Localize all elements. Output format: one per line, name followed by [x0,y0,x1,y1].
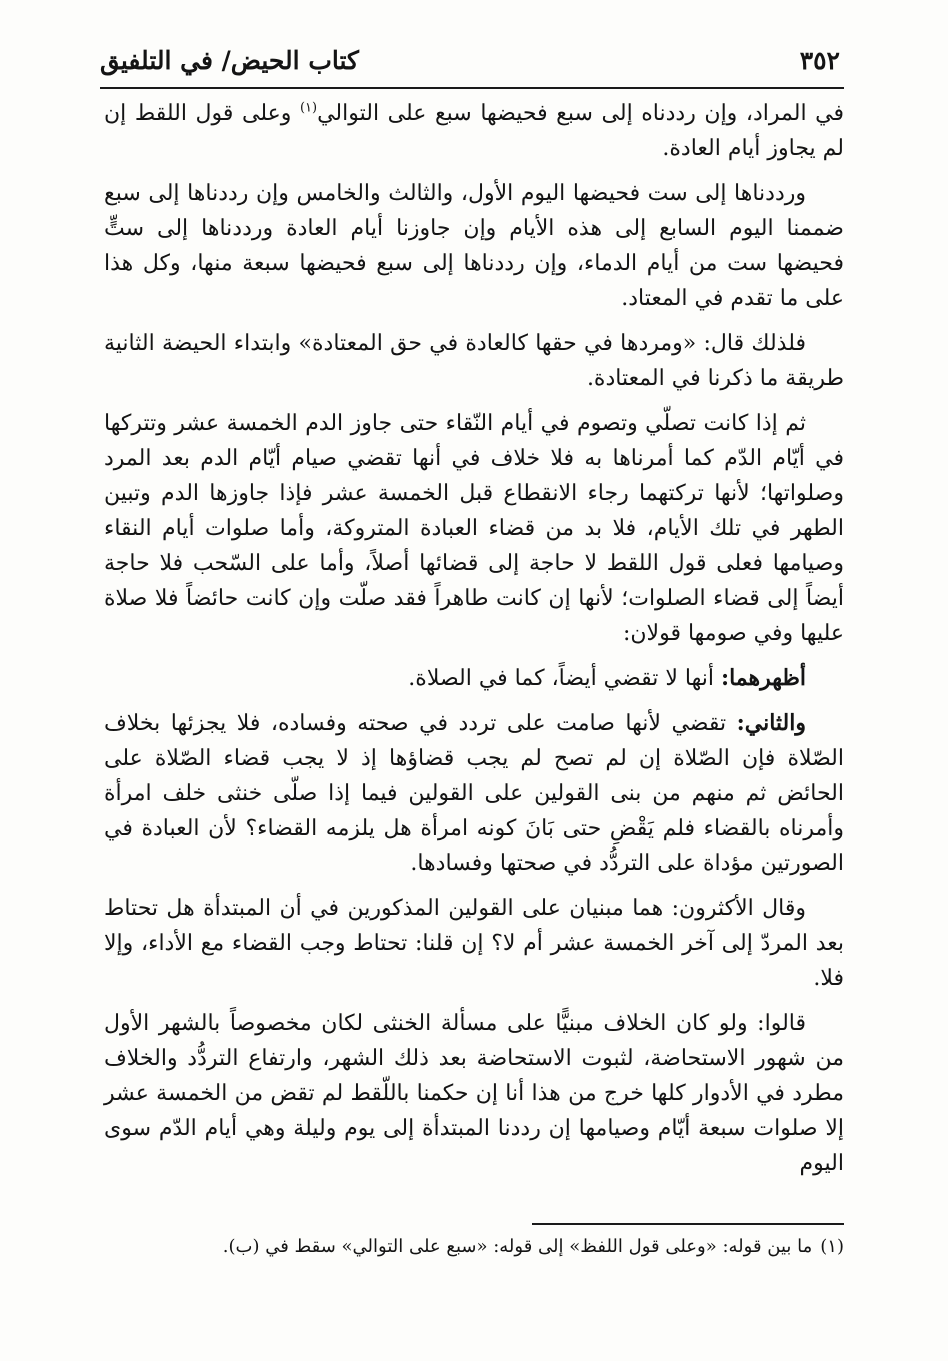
main-text [104,96,844,1191]
footnote [104,1232,844,1262]
paragraph-text: أنها لا تقضي أيضاً، كما في الصلاة. [408,666,721,691]
book-title: كتاب الحيض/ في التلفيق [100,45,359,75]
paragraph-text: تقضي لأنها صامت على تردد في صحته وفساده، فلا يجزئها بخلاف الصّلاة فإن الصّلاة إن لم تصح لم يجب قضاؤها إذ لا يجب قضاء الصّلاة على الحائض ثم منهم من بنى القولين على القولين فيما إذا صلّى خنثى خلف امرأة وأمرناه بالقضاء فلم يَقْضِ حتى بَانَ كونه امرأة هل يلزمه القضاء؟ لأن العبادة في الصورتين مؤداة على التردُّد في صحتها وفسادها. [104,711,845,876]
footnote-number: (١) [820,1236,844,1257]
paragraph-3: فلذلك قال: «ومردها في حقها كالعادة في حق المعتادة» وابتداء الحيضة الثانية طريقة ما ذكرنا في المعتادة. [104,331,844,391]
footnote-divider [532,1223,844,1225]
footnote-text: ما بين قوله: «وعلى قول اللفظ» إلى قوله: «سبع على التوالي» سقط في (ب). [222,1236,813,1257]
paragraph-2: ورددناها إلى ست فحيضها اليوم الأول، والثالث والخامس وإن رددناها إلى سبع ضممنا اليوم السابع إلى هذه الأيام وإن جاوزنا أيام العادة ورددناها إلى ستٍّ فحيضها ست من أيام الدماء، وإن رددناها إلى سبع فحيضها سبعة منها، وكل هذا على ما تقدم في المعتاد. [104,181,844,311]
paragraph-text: في المراد، وإن رددناه إلى سبع فحيضها سبع على التوالي [317,101,844,126]
page-number: ٣٥٢ [799,45,840,75]
paragraph-1 [104,96,844,166]
paragraph-8: قالوا: ولو كان الخلاف مبنيًّا على مسألة الخنثى لكان مخصوصاً بالشهر الأول من شهور الاستحاضة، لثبوت الاستحاضة بعد ذلك الشهر، وارتفاع التردُّد والخلاف مطرد في الأدوار كلها خرج من هذا أنا إن حكمنا باللّقط لم تقض من الخمسة عشر إلا صلوات سبعة أيّام وصيامها إن رددنا المبتدأة إلى يوم وليلة وهي أيام الدّم سوى اليوم [104,1011,844,1176]
paragraph-text: وعلى قول اللقط إن لم يجاوز أيام العادة. [104,101,844,161]
footnote-reference: (١) [299,100,318,116]
paragraph-5 [104,661,844,696]
paragraph-lead: والثاني: [736,710,806,736]
paragraph-7: وقال الأكثرون: هما مبنيان على القولين المذكورين في أن المبتدأة هل تحتاط بعد المردّ إلى آخر الخمسة عشر أم لا؟ إن قلنا: تحتاط وجب القضاء مع الأداء، وإلا فلا. [104,896,844,991]
header-divider [100,87,844,89]
paragraph-6 [104,706,844,881]
running-header [100,40,840,80]
paragraph-lead: أظهرهما: [720,665,806,691]
paragraph-4: ثم إذا كانت تصلّي وتصوم في أيام النّقاء حتى جاوز الدم الخمسة عشر وتتركها في أيّام الدّم كما أمرناها به فلا خلاف في أنها تقضي صيام أيّام الدم بعد المرد وصلواتها؛ لأنها تركتهما رجاء الانقطاع قبل الخمسة عشر فإذا جاوزها الدم وتبين الطهر في تلك الأيام، فلا بد من قضاء العبادة المتروكة، وأما صلوات أيام النقاء وصيامها فعلى قول اللقط لا حاجة إلى قضائها أصلاً، وأما على السّحب فلا حاجة أيضاً إلى قضاء الصلوات؛ لأنها إن كانت طاهراً فقد صلّت وإن كانت حائضاً فلا صلاة عليها وفي صومها قولان: [104,411,844,646]
